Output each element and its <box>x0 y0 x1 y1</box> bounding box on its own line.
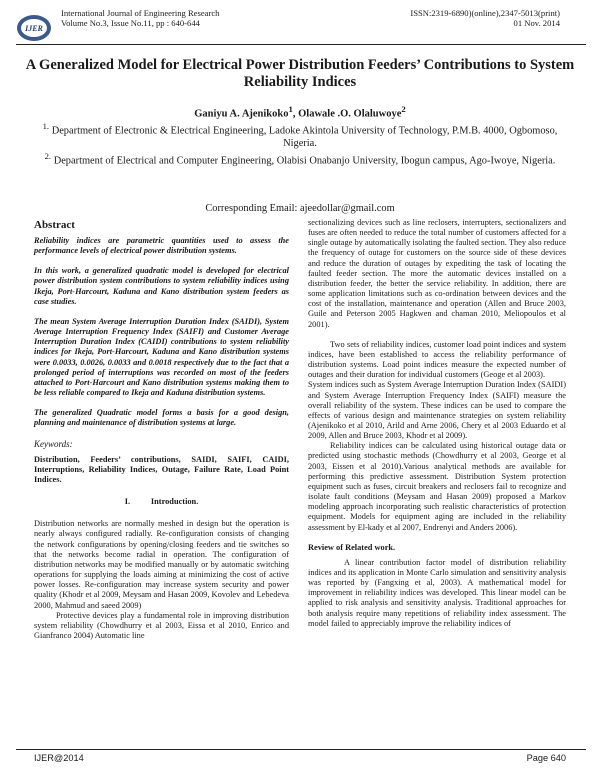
right-p2: Two sets of reliability indices, customer load point indices and system indices, have been established to access the reliability performance of distribution systems. Load point indices measure the expected number of outages and their duration for individual customers (Geoge et al 2003). <box>308 339 566 380</box>
right-p1: sectionalizing devices such as line reclosers, interrupters, sectionalizers and fuses are often needed to reduce the total number of customers affected for a single outage by automatically isolating the faulted section. They also reduce the frequency of outage for customers on the source side of these devices and reduce the duration of outages by expediting the task of locating the faulted feeder section. The more the automatic devices installed on a distribution feeder, the better the service reliability. In addition, there are some application limitations such as co-ordination between devices and the cost of the installation, maintenance and operation (Allen and Bruce 2003, Guile and Peterson 2005 Hagkwen and chaman 2010, Meliopoulos et al 2001). <box>308 218 566 329</box>
left-column <box>34 218 289 641</box>
intro-p1: Distribution networks are normally meshed in design but the operation is nearly always configured radially. Re-configuration consists of changing the network configurations by opening/closing feeders and tie switches so that the networks become radial in operation. The configuration of distribution networks may be modified manually or by automatic switching operations for supplying the loads aiming at minimizing the cost of active power losses. Re-configuration may increase system security and power quality (Khodr et al 2009, Meysam and Hasan 2009, Kovolev and Lebedeva 2000, Mahmud and saeed 2009) <box>34 519 289 610</box>
keywords-heading: Keywords: <box>34 438 73 449</box>
intro-p2: Protective devices play a fundamental role in improving distribution system reliability (Chowdhurry et al 2003, Eissa et al 2010, Enrico and Gianfranco 2004) Automatic line <box>34 610 289 640</box>
abstract-p4: The generalized Quadratic model forms a basis for a good design, planning and maintenance of distribution systems at large. <box>34 408 289 428</box>
author-1: Ganiyu A. Ajenikoko <box>194 108 289 120</box>
abstract-p3: The mean System Average Interruption Duration Index (SAIDI), System Average Interruption Frequency Index (SAIFI) and Customer Average Interruption Duration Index (CAIDI) contributions to system reliability indices for Ikeja, Port-Harcourt, Kaduna and Kano distribution systems were 0.0033, 0.0026, 0.0033 and 0.0018 respectively due to the fact that a prolonged period of interruptions was recorded on most of the feeders attached to Port-Harcourt and Kano distribution systems making them to be less reliable compared to Ikeja and Kaduna distribution systems. <box>34 316 289 398</box>
review-heading: Review of Related work. <box>308 542 396 552</box>
affiliation-2-sup: 2. <box>44 151 52 161</box>
right-p4: Reliability indices can be calculated using historical outage data or predicted using stochastic methods (Chowdhurry et al 2003, George et al 2003, Eissen et al 2010).Various analytical methods are available for performing this predictive assessment. Distribution System protection equipment such as fuses, circuit breakers and reclosers fail to recognize and isolate fault conditions (Meysam and Hasan 2009) proposed a Markov modeling approach incorporating such realistic characteristics of protection equipment. Models for equipment aging are included in the reliability assessment by El-kady et al 2007, Endrenyi and Anders 2006). <box>308 441 566 532</box>
author-2: Olawale .O. Olaluwoye <box>298 108 402 120</box>
affiliation-1-text: Department of Electronic & Electrical Engineering, Ladoke Akintola University of Technology, P.M.B. 4000, Ogbomoso, Nigeria. <box>49 125 558 150</box>
footer-left: IJER@2014 <box>34 753 84 763</box>
abstract-p2: In this work, a generalized quadratic model is developed for electrical power distribution system contributions to system reliability indices using Ikeja, Port-Harcourt, Kaduna and Kano distribution system feeders as case studies. <box>34 266 289 306</box>
affiliation-1 <box>30 120 570 150</box>
issn: ISSN:2319-6890)(online),2347-5013(print) <box>410 8 560 18</box>
authors <box>0 104 600 120</box>
intro-heading: I. Introduction. <box>124 497 199 507</box>
header-rule <box>16 44 586 45</box>
affiliation-2-text: Department of Electrical and Computer Engineering, Olabisi Onabanjo University, Ibogun campus, Ago-Iwoye, Nigeria. <box>51 155 556 167</box>
logo-text: IJER <box>25 24 43 33</box>
paper-title: A Generalized Model for Electrical Power Distribution Feeders’ Contributions to System Reliability Indices <box>25 57 575 90</box>
corresponding-email: Corresponding Email: ajeedollar@gmail.com <box>205 203 395 214</box>
issn-info <box>410 8 560 28</box>
keywords-text: Distribution, Feeders’ contributions, SAIDI, SAIFI, CAIDI, Interruptions, Reliability Indices, Outage, Failure Rate, Load Point Indices. <box>34 454 289 484</box>
abstract-heading: Abstract <box>34 219 75 231</box>
abstract-p1: Reliability indices are parametric quantities used to assess the performance levels of electrical power distribution systems. <box>34 236 289 256</box>
author-separator: , <box>292 108 299 120</box>
journal-info <box>61 8 219 28</box>
volume-info: Volume No.3, Issue No.11, pp : 640-644 <box>61 18 200 28</box>
page-number: Page 640 <box>526 753 566 763</box>
right-p5: A linear contribution factor model of distribution reliability indices and its application in Monte Carlo simulation and sensitivity analysis was reported by (Fangxing et al, 2003). A mathematical model for improvement in reliability indices was developed. This linear model can be applied to risk analysis and sensitivity analysis. Traditional approaches for both analysis require many repetitions of reliability index assessment. The model failed to appreciably improve the reliability indices of <box>308 557 566 628</box>
journal-logo-icon <box>16 13 52 43</box>
right-column <box>308 218 566 629</box>
journal-name: International Journal of Engineering Research <box>61 8 220 18</box>
affiliation-2 <box>30 150 570 167</box>
author-2-sup: 2 <box>401 104 406 114</box>
issue-date: 01 Nov. 2014 <box>513 18 560 28</box>
affiliation-1-sup: 1. <box>42 121 50 131</box>
right-p3: System indices such as System Average Interruption Duration Index (SAIDI) and System Average Interruption Frequency Index (SAIFI) measure the overall reliability of the system. These indices can be used to compare the effects of various design and maintenance strategies on system reliability (Ajenikoko et al 2010, Arild and Arne 2006, Chery et al 2003 Eduardo et al 2009, Allen and Bruce 2003, Khodr et al 2009). <box>308 380 566 441</box>
footer-rule <box>16 749 586 750</box>
author-1-sup: 1 <box>288 104 293 114</box>
